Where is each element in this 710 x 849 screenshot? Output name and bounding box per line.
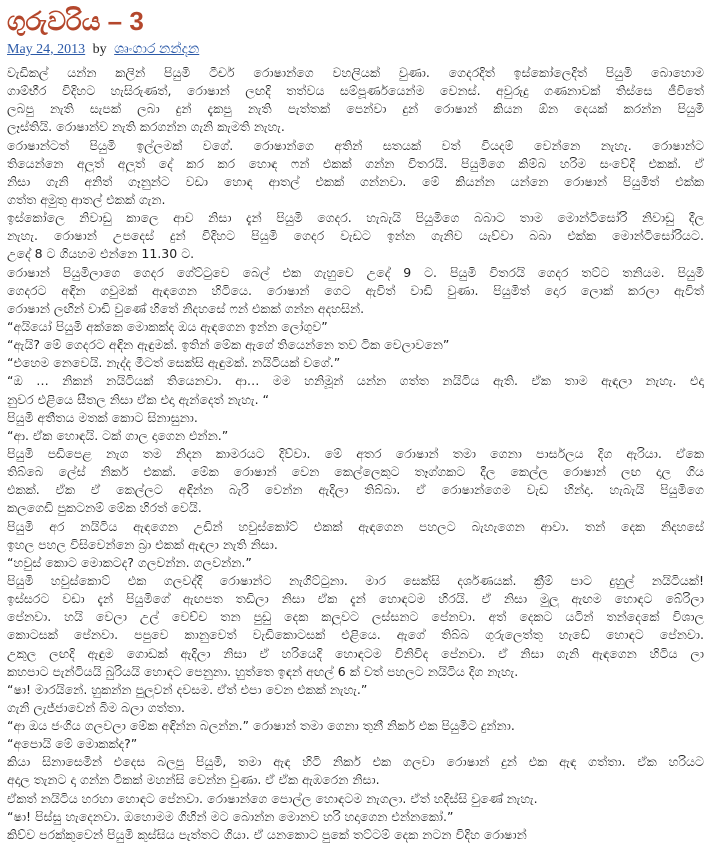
- paragraph: [7, 572, 704, 681]
- text-line: ගත්ත අමුතු ආතල් එකක් ගැන.: [7, 191, 166, 207]
- post-title-link[interactable]: ගුරුවරිය – 3: [7, 6, 144, 36]
- text-line: නිසා ගැනි අනිත් ගෑනුන්ට වඩා හොඳ ආතල් එකක් ගන්නවා. මේ කියන්න යන්නෙ රොෂාන් පියුමිත් එක්ක: [7, 173, 704, 189]
- text-line: පේනවා. හයි වෙලා උල් වෙච්ච තන පුඩු දෙක කලුවට ලස්සනට පේනවා. අත් දෙකට යටින් තන්දෙකේ විශාල: [7, 609, 704, 625]
- text-line: නුවර එළියෙ සීතල නිසා ඒක එදා ඇන්දෙත් නැහැ. “: [7, 391, 270, 407]
- text-line: “අයියෝ පියුමි අක්කෙ මොකක්ද ඔය ඇඳගෙන ඉන්න ලෝගුව”: [7, 318, 328, 334]
- post-date-link[interactable]: May 24, 2013: [7, 42, 86, 57]
- paragraph: [7, 427, 704, 445]
- paragraph: [7, 717, 704, 735]
- text-line: “ෂා! පිස්සු හැදෙනවා. ඔහොමම ගිහින් මට බොන්න මොනව හරි හදාගෙන එන්නකෝ.”: [7, 808, 454, 824]
- text-line: රොෂාන් ලඟින් වාඩි වුණේ හිතේ නිදහසේ ෆන් එකක් ගන්න අදහසින්.: [7, 300, 365, 316]
- text-line: “අපොයි මේ මොකක්ද?”: [7, 736, 138, 752]
- paragraph: [7, 264, 704, 318]
- post-body: [7, 64, 704, 844]
- text-line: “ආ. ඒක හොඳයි. ටක් ගාල දාගෙන එන්න.”: [7, 427, 229, 443]
- text-line: ඉහල පහල විසිවෙන්නෙ බ්‍රා එකක් ඇඳලා නැති නිසා.: [7, 536, 278, 552]
- text-line: වැඩිකල් යන්න කලින් පියුමි ටීචර් රොෂාන්ගෙ වහලියක් වුණා. ගෙදරදිත් ඉස්කෝලෙදිත් පියුමි බොහොම: [7, 65, 704, 80]
- text-line: පියුමි අතීතය මතක් කොට සිනාසුනා.: [7, 409, 198, 425]
- paragraph: [7, 409, 704, 427]
- text-line: උදේ 8 ට ගියහම එන්නෙ 11.30 ට.: [7, 246, 195, 262]
- text-line: නැහැ. රොෂාන් උපදෙස් දුන් විදිහට පියුමි ගෙදර වැඩට ඉන්න ගැනිව යැව්වා බබා එක්ක මොන්ටිසෝරියට.: [7, 228, 704, 244]
- text-line: “එහෙම නෙවෙයි. නැද්ද මීටත් සෙක්සි ඇඳුමක්. නයිටියක් වගේ.”: [7, 355, 341, 371]
- text-line: ඒකත් නයිටිය හරහා හොඳට පේනවා. රොෂාන්ගෙ පොල්ල හොඳටම නැගලා. ඒත් හදිස්සි වුණේ නැහැ.: [7, 790, 538, 806]
- text-line: කොටසක් පේනවා. පපුවෙ කානුවෙත් වැඩිකොටසක් එළියෙ. ඇගේ තිබ්බ ගුරුලෙත්තු හැඩේ හොඳට පේනවා.: [7, 627, 704, 643]
- text-line: පියුමි පඩිපෙළ නැග තම නිදන කාමරයට දිව්වා. මේ අතර රොෂාන් තමා ගෙනා පාර්සලය දිග ඇරියා. ඒකෙ: [7, 445, 704, 461]
- paragraph: [7, 790, 704, 808]
- paragraph: [7, 808, 704, 826]
- author-link[interactable]: ශෘංගාර නන්දන: [114, 42, 200, 57]
- paragraph: [7, 826, 704, 844]
- paragraph: [7, 354, 704, 372]
- text-line: කිව්ව පරක්කුවෙන් පියුමි කුස්සිය පැත්තට ගියා. ඒ යනකොට පුකේ තට්ටම් දෙක නටන විදිහ රොෂාන්: [7, 826, 527, 842]
- paragraph: [7, 699, 704, 717]
- paragraph: [7, 209, 704, 263]
- by-label: by: [92, 42, 107, 57]
- text-line: පියුමි හවුස්කොට් එක ගලවද්දි රොෂාන්ට නැගිට්ටුනා. මාර සෙක්සි දර්ශණයක්. ක්‍රීම් පාට දුහුල් නයිටියක්!: [7, 572, 704, 588]
- text-line: ඉස්කෝලෙ නිවාඩු කාලෙ ආව නිසා දැන් පියුමි ගෙදර. හැබැයි පියුමිගෙ බබාට තාම මොන්ටිසෝරි නිවාඩු දීල: [7, 210, 704, 226]
- paragraph: [7, 518, 704, 554]
- text-line: ලෑස්තියි. රොෂාන්ව නැති කරගන්න ගැනි කැමති නැහැ.: [7, 119, 285, 135]
- text-line: “ෂා! මාරයිනේ. හුකන්න පුලුවන් දවසම. ඒත් එපා වෙන එකක් නැහැ.”: [7, 681, 368, 697]
- post-title[interactable]: [7, 0, 704, 40]
- post-meta: [7, 40, 704, 62]
- paragraph: [7, 753, 704, 789]
- text-line: ගැනි ලැජ්ජාවෙන් බිම බලා ගත්තා.: [7, 699, 186, 715]
- text-line: එකක්. ඒක ඒ කෙල්ලට අඳින්න බැරි වෙන්න ඇදිලා තිබ්බා. ඒ රොෂාන්ගෙම වැඩ හින්දා. හැබැයි පියුමිගෙ: [7, 482, 704, 498]
- paragraph: [7, 137, 704, 210]
- text-line: තියෙන්නෙ අලුත් අලුත් දේ කර කර හොඳ ෆන් එකක් ගන්න විතරයි. පියුමිගෙ කිම්බ හරිම සංවේදි එකක්. ඒ: [7, 155, 704, 171]
- paragraph: [7, 554, 704, 572]
- text-line: උකුල ලඟදි ඇඳුම ගොඩක් ඇදිලා නිසා ඒ හරියෙදි හොඳටම විනිවිද පේනවා. ඒ නිසා ගැනි ඇඳගෙන හිටිය ලා: [7, 645, 704, 661]
- text-line: “හවුස් කොට මොකටද? ගලවන්න. ගලවන්න.”: [7, 554, 252, 570]
- paragraph: [7, 372, 704, 408]
- paragraph: [7, 64, 704, 137]
- text-line: ගාම්භීර විදිහට හැසිරුණත්, රොෂාන් ලඟදි තත්වය සම්පූර්ණයෙන්ම වෙනස්. අවුරුදු ගණනාවක් තිස්සෙ ජීවිතේ: [7, 83, 704, 99]
- text-line: ගෙදරට අඳින ගවුමක් ඇඳගෙන හිටියෙ. රොෂාන් ගෙට ඇවිත් වාඩි වුණා. පියුමිත් දොර ලොක් කරලා ඇවිත්: [7, 282, 704, 298]
- paragraph: [7, 735, 704, 753]
- text-line: රොෂාන් පියුමිලාගෙ ගෙදර ගේට්ටුවෙ බෙල් එක ගැහුවෙ උදේ 9 ට. පියුමි විතරයි ගෙදර තට්ට තනියම. පියුමි: [7, 264, 704, 280]
- text-line: “ආ ඔය ජංගිය ගලවලා මේක අඳින්න බලන්න.” රොෂාන් තමා ගෙනා තුනී නිකර් එක පියුමිට දුන්නා.: [7, 718, 515, 734]
- text-line: පියුමි අර නයිටිය ඇඳගෙන උඩින් හවුස්කෝට් එකක් ඇඳගෙන පහලට බැහැගෙන ආවා. තන් දෙක නිදහසේ: [7, 518, 704, 534]
- text-line: රොෂාන්ටත් පියුමි ඉල්ලමක් වගේ. රොෂාන්ගෙ අතින් සතයක් වත් වියදම් වෙන්නෙ නැහැ. රොෂාන්ට: [7, 137, 704, 153]
- paragraph: [7, 318, 704, 336]
- text-line: අදාල තැනට දා ගන්න ටිකක් මහන්සි වෙන්න වුණා. ඒ ඒක ඇඹරෙන නිසා.: [7, 772, 380, 788]
- text-line: ඉස්සරට වඩා දැන් පියුමිගේ ඇඟපත තඩිලා නිසා ඒක දැන් හොඳටම හිරයි. ඒ නිසා මුලු ඇඟම හොඳට බේරිලා: [7, 591, 704, 607]
- text-line: කලගෙඩි පුකටනම් මේක හිරත් වෙයි.: [7, 500, 202, 516]
- text-line: කහපාට පැන්ටියයි බුරියයි හොඳට පෙනුනා. හුත්තෙ ඉඳන් අඟල් 6 ක් වත් පහලට නයිටිය දිග නැහැ.: [7, 663, 519, 679]
- text-line: තිබ්බෙ ලේස් නිකර් එකක්. මේක රොෂාන් වෙන කෙල්ලෙකුට තෑග්ගකට දීල කෙල්ල රොෂාන් ලඟ දාල ගිය: [7, 464, 704, 480]
- paragraph: [7, 445, 704, 518]
- text-line: ලබපු නැති සැපක් ලබා දුන් දැකපු නැති පැත්තක් පෙන්වා දුන් රොෂාන් කියන ඕන දෙයක් කරන්න පියුමි: [7, 101, 704, 117]
- paragraph: [7, 336, 704, 354]
- paragraph: [7, 681, 704, 699]
- text-line: “ඇයි? මේ ගෙදරට අඳින ඇඳුමක්. ඉතින් මේක ඇගේ තියෙන්නෙ තව ටික වෙලාවනෙ”: [7, 337, 450, 353]
- text-line: කියා සිනාසෙමින් එදෙස බලපු පියුමි, තමා ඇඳ හිටි නිකර් එක ගලවා රොෂාන් දුන් එක ඇඳ ගත්තා. ඒක හරියට: [7, 754, 704, 770]
- text-line: “ඔ … නිකන් නයිටියක් තියෙනවා. ආ… මම හනිමූන් යන්න ගත්ත නයිටිය ඇති. ඒක තාම ඇඳලා නැහැ. එදා: [7, 373, 704, 389]
